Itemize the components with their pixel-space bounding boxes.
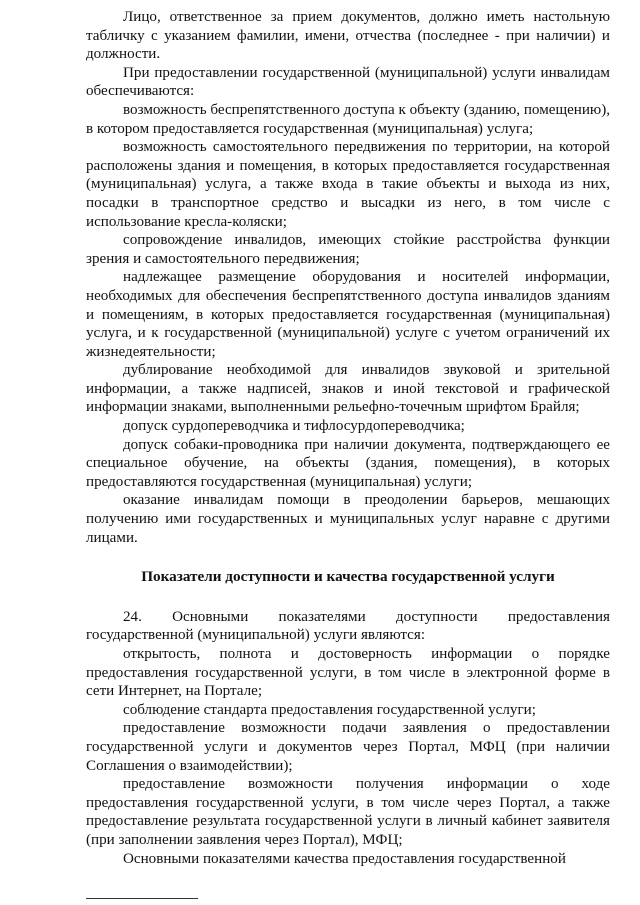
paragraph: соблюдение стандарта предоставления государственной услуги;	[123, 701, 536, 718]
paragraph: надлежащее размещение оборудования и носителей информации, необходимых для обеспечения беспрепятственного доступа инвалидов зданиям и помещениям, в которых предоставляется государственная (муниципальная) услуга, и к государственной (муниципальной) услуге с учетом ограничений их жизнедеятельности;	[86, 269, 610, 360]
paragraph: Лицо, ответственное за прием документов, должно иметь настольную табличку с указанием фамилии, имени, отчества (последнее - при наличии) и должности.	[86, 9, 610, 63]
paragraph: 24. Основными показателями доступности предоставления государственной (муниципальной) услуги являются:	[86, 608, 610, 644]
paragraph: При предоставлении государственной (муниципальной) услуги инвалидам обеспечиваются:	[86, 64, 610, 100]
paragraph: возможность самостоятельного передвижения по территории, на которой расположены здания и помещения, в которых предоставляется государственная (муниципальная) услуга, а также входа в такие объекты и выхода из них, посадки в транспортное средство и высадки из него, в том числе с использование кресла-коляски;	[86, 139, 610, 230]
paragraph: допуск сурдопереводчика и тифлосурдопереводчика;	[123, 418, 465, 435]
paragraph: сопровождение инвалидов, имеющих стойкие расстройства функции зрения и самостоятельного передвижения;	[86, 232, 610, 267]
paragraph: дублирование необходимой для инвалидов звуковой и зрительной информации, а также надписей, знаков и иной текстовой и графической информации знаками, выполненными рельефно-точечным шрифтом Брайля;	[86, 362, 610, 416]
paragraph: предоставление возможности подачи заявления о предоставлении государственной услуги и документов через Портал, МФЦ (при наличии Соглашения о взаимодействии);	[86, 720, 610, 774]
accessibility-provisions-section	[86, 8, 610, 547]
paragraph: оказание инвалидам помощи в преодолении барьеров, мешающих получению ими государственных и муниципальных услуг наравне с другими лицами.	[86, 492, 610, 546]
document-page	[86, 0, 610, 868]
section-heading: Показатели доступности и качества государственной услуги	[141, 568, 555, 586]
paragraph: Основными показателями качества предоставления государственной	[123, 850, 566, 867]
paragraph: предоставление возможности получения информации о ходе предоставления государственной услуги, в том числе через Портал, а также предоставление результата государственной услуги в личный кабинет заявителя (при заполнении заявления через Портал), МФЦ;	[86, 776, 610, 848]
accessibility-indicators-section	[86, 608, 610, 868]
paragraph: допуск собаки-проводника при наличии документа, подтверждающего ее специальное обучение, на объекты (здания, помещения), в которых предоставляются государственная (муниципальная) услуги;	[86, 436, 610, 490]
paragraph: возможность беспрепятственного доступа к объекту (зданию, помещению), в котором предоставляется государственная (муниципальная) услуга;	[86, 101, 610, 137]
footnote-rule	[86, 898, 198, 899]
paragraph: открытость, полнота и достоверность информации о порядке предоставления государственной услуги, в том числе в электронной форме в сети Интернет, на Портале;	[86, 646, 610, 700]
